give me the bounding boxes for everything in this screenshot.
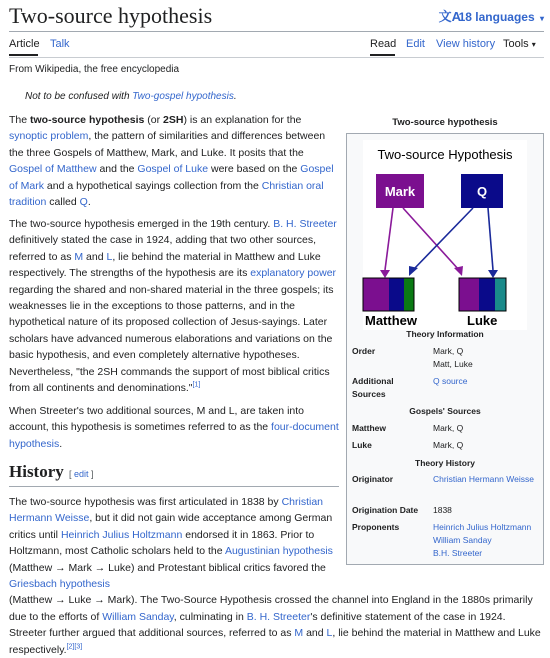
tab-read-underline [370, 54, 395, 56]
link-bh-streeter[interactable]: B. H. Streeter [246, 610, 311, 623]
link-gospel-of-luke[interactable]: Gospel of Luke [137, 163, 209, 176]
two-source-diagram[interactable] [363, 140, 527, 330]
hatnote-suffix: . [233, 91, 237, 102]
diagram-title: Two-source Hypothesis [377, 147, 513, 162]
link-christian-oral-tradition[interactable]: Christian oral tradition [9, 179, 324, 209]
arrowhead-mark-luke [454, 266, 463, 276]
arrow-q-to-luke [488, 208, 493, 270]
infobox [346, 133, 544, 565]
proponents-list [433, 521, 541, 560]
history-divider [9, 486, 339, 487]
link-l[interactable]: L [106, 250, 113, 263]
bold-term: two-source hypothesis [30, 114, 145, 126]
diagram-svg [363, 140, 527, 330]
proponents-label: Proponents [352, 522, 400, 532]
reference-2[interactable]: [2] [66, 643, 75, 651]
tab-article-underline [9, 54, 38, 56]
tabs-divider [9, 57, 544, 58]
link-holtzmann[interactable]: Heinrich Julius Holtzmann [60, 528, 183, 541]
tab-read[interactable]: Read [370, 38, 397, 50]
tab-talk[interactable]: Talk [50, 38, 70, 50]
originator-label: Originator [352, 474, 394, 484]
link-four-document-hypothesis[interactable]: four-document hypothesis [9, 421, 339, 450]
matthew-mark-segment [363, 278, 389, 311]
luke-sources-value: Mark, Q [433, 440, 464, 450]
hatnote-link[interactable]: Two-gospel hypothesis [132, 91, 234, 102]
site-subtitle: From Wikipedia, the free encyclopedia [9, 64, 180, 75]
link-explanatory-power[interactable]: explanatory power [250, 267, 337, 280]
arrow-q-to-matthew [413, 208, 473, 270]
luke-label: Luke [467, 313, 498, 328]
link-augustinian-hypothesis[interactable]: Augustinian hypothesis [224, 545, 333, 558]
bold-term: 2SH [163, 114, 184, 126]
section-theory-history: Theory History [415, 458, 475, 468]
arrowhead-q-luke [488, 270, 498, 278]
history-title: History [9, 462, 64, 481]
arrow-mark-to-luke [403, 208, 459, 270]
order-value: Mark, Q Matt, Luke [433, 346, 473, 369]
link-weisse[interactable]: Christian Hermann Weisse [9, 496, 323, 525]
tab-edit[interactable]: Edit [406, 38, 425, 50]
matthew-sources-label: Matthew [352, 423, 386, 433]
link-q[interactable]: Q [79, 196, 88, 209]
intro-paragraph-1: The two-source hypothesis (or 2SH) is an explanation for the synoptic problem, the pattern of similarities and differences between the three Gospels of Matthew, Mark, and Luke. It posits that the Gospel of Matthew and the Gospel of Luke were based on the Gospel of Mark and a hypothetical sayings collection from the Christian oral tradition called Q. [9, 114, 334, 209]
link-gospel-of-matthew[interactable]: Gospel of Matthew [9, 163, 97, 176]
matthew-label: Matthew [365, 313, 417, 328]
q-label: Q [476, 184, 488, 199]
title-divider [9, 31, 544, 32]
link-william-sanday[interactable]: William Sanday [102, 610, 174, 623]
luke-q-segment [479, 278, 495, 311]
history-edit-section: [ edit ] [69, 469, 94, 479]
arrow-mark-to-matthew [385, 208, 393, 270]
arrowhead-mark-matthew [380, 270, 390, 278]
infobox-caption: Two-source hypothesis [392, 117, 498, 128]
reference-1[interactable]: [1] [192, 381, 201, 389]
history-heading [9, 462, 339, 486]
intro-paragraph-3: When Streeter's two additional sources, M and L, are taken into account, this hypothesis is sometimes referred to as the four-document hypothesis. [9, 405, 339, 450]
tools-menu[interactable] [503, 38, 536, 50]
hatnote [25, 91, 237, 102]
languages-label: 18 languages [458, 10, 535, 24]
history-paragraph: The two-source hypothesis was first articulated in 1838 by Christian Hermann Weisse, but it did not gain wide acceptance among German critics until Heinrich Julius Holtzmann endorsed it in 1863. Prior to Holtzmann, most Catholic scholars held to the Augustinian hypothesis (Matthew → Mark → Luke) and Protestant biblical critics favored the Griesbach hypothesis (Matthew → Luke → Mark). The Two-Source Hypothesis crossed the channel into England in the 1880s primarily due to the efforts of William Sanday, culminating in B. H. Streeter's definitive statement of the case in 1924. Streeter further argued that additional sources, referred to as M and L, lie behind the material in Matthew and Luke respectively.[2][3] [9, 496, 541, 656]
section-gospels-sources: Gospels' Sources [409, 406, 481, 416]
chevron-down-icon: ▾ [539, 14, 544, 23]
tab-article[interactable]: Article [9, 38, 40, 50]
matthew-sources-value: Mark, Q [433, 423, 464, 433]
tab-view-history[interactable]: View history [436, 38, 496, 50]
languages-button[interactable] [439, 6, 544, 25]
originator-link[interactable]: Christian Hermann Weisse [433, 474, 534, 484]
link-griesbach-hypothesis[interactable]: Griesbach hypothesis [9, 578, 110, 591]
link-m-source[interactable]: M [294, 627, 304, 640]
luke-mark-segment [459, 278, 479, 311]
proponent-streeter-link[interactable]: B.H. Streeter [433, 548, 483, 558]
proponent-holtzmann-link[interactable]: Heinrich Julius Holtzmann [433, 522, 532, 532]
q-source-link[interactable]: Q source [433, 376, 468, 386]
origination-date-value: 1838 [433, 505, 452, 515]
link-l-source[interactable]: L [326, 627, 333, 640]
link-m[interactable]: M [74, 250, 84, 263]
matthew-q-segment [389, 278, 404, 311]
luke-l-segment [495, 278, 506, 311]
link-synoptic-problem[interactable]: synoptic problem [9, 130, 89, 143]
matthew-m-segment [404, 278, 414, 311]
additional-sources-label: Additional Sources [352, 376, 394, 399]
intro-paragraph-2: The two-source hypothesis emerged in the 19th century. B. H. Streeter definitively stated the case in 1924, adding that two other sources, referred to as M and L, lie behind the material in Matthew and Luke respectively. The strengths of the hypothesis are its explanatory power regarding the shared and non-shared material in the three gospels; its weaknesses lie in the exceptions to those patterns, and in the hypothetical nature of its proposed collection of Jesus-sayings. Later scholars have advanced numerous elaborations and variations on the basic hypothesis, and even completely alternative hypotheses. Nevertheless, "the 2SH commands the support of most biblical critics from all continents and denominations."[1] [9, 218, 337, 395]
proponent-sanday-link[interactable]: William Sanday [433, 535, 492, 545]
reference-3[interactable]: [3] [74, 643, 83, 651]
section-theory-information: Theory Information [406, 329, 484, 339]
chevron-down-icon: ▾ [531, 40, 536, 49]
page-tabs [9, 36, 544, 58]
translate-icon: 文A [438, 9, 461, 24]
link-gospel-of-mark[interactable]: Gospel of Mark [9, 163, 334, 192]
origination-date-label: Origination Date [352, 505, 419, 515]
mark-label: Mark [384, 184, 416, 199]
luke-sources-label: Luke [352, 440, 372, 450]
link-streeter[interactable]: B. H. Streeter [273, 218, 337, 230]
title-row [9, 0, 544, 32]
hatnote-text: Not to be confused with [25, 91, 133, 102]
history-edit-link[interactable]: edit [74, 469, 89, 479]
tools-label: Tools [503, 38, 529, 50]
order-label: Order [352, 346, 376, 356]
page-title: Two-source hypothesis [9, 3, 213, 28]
arrowhead-q-matthew [409, 266, 418, 276]
